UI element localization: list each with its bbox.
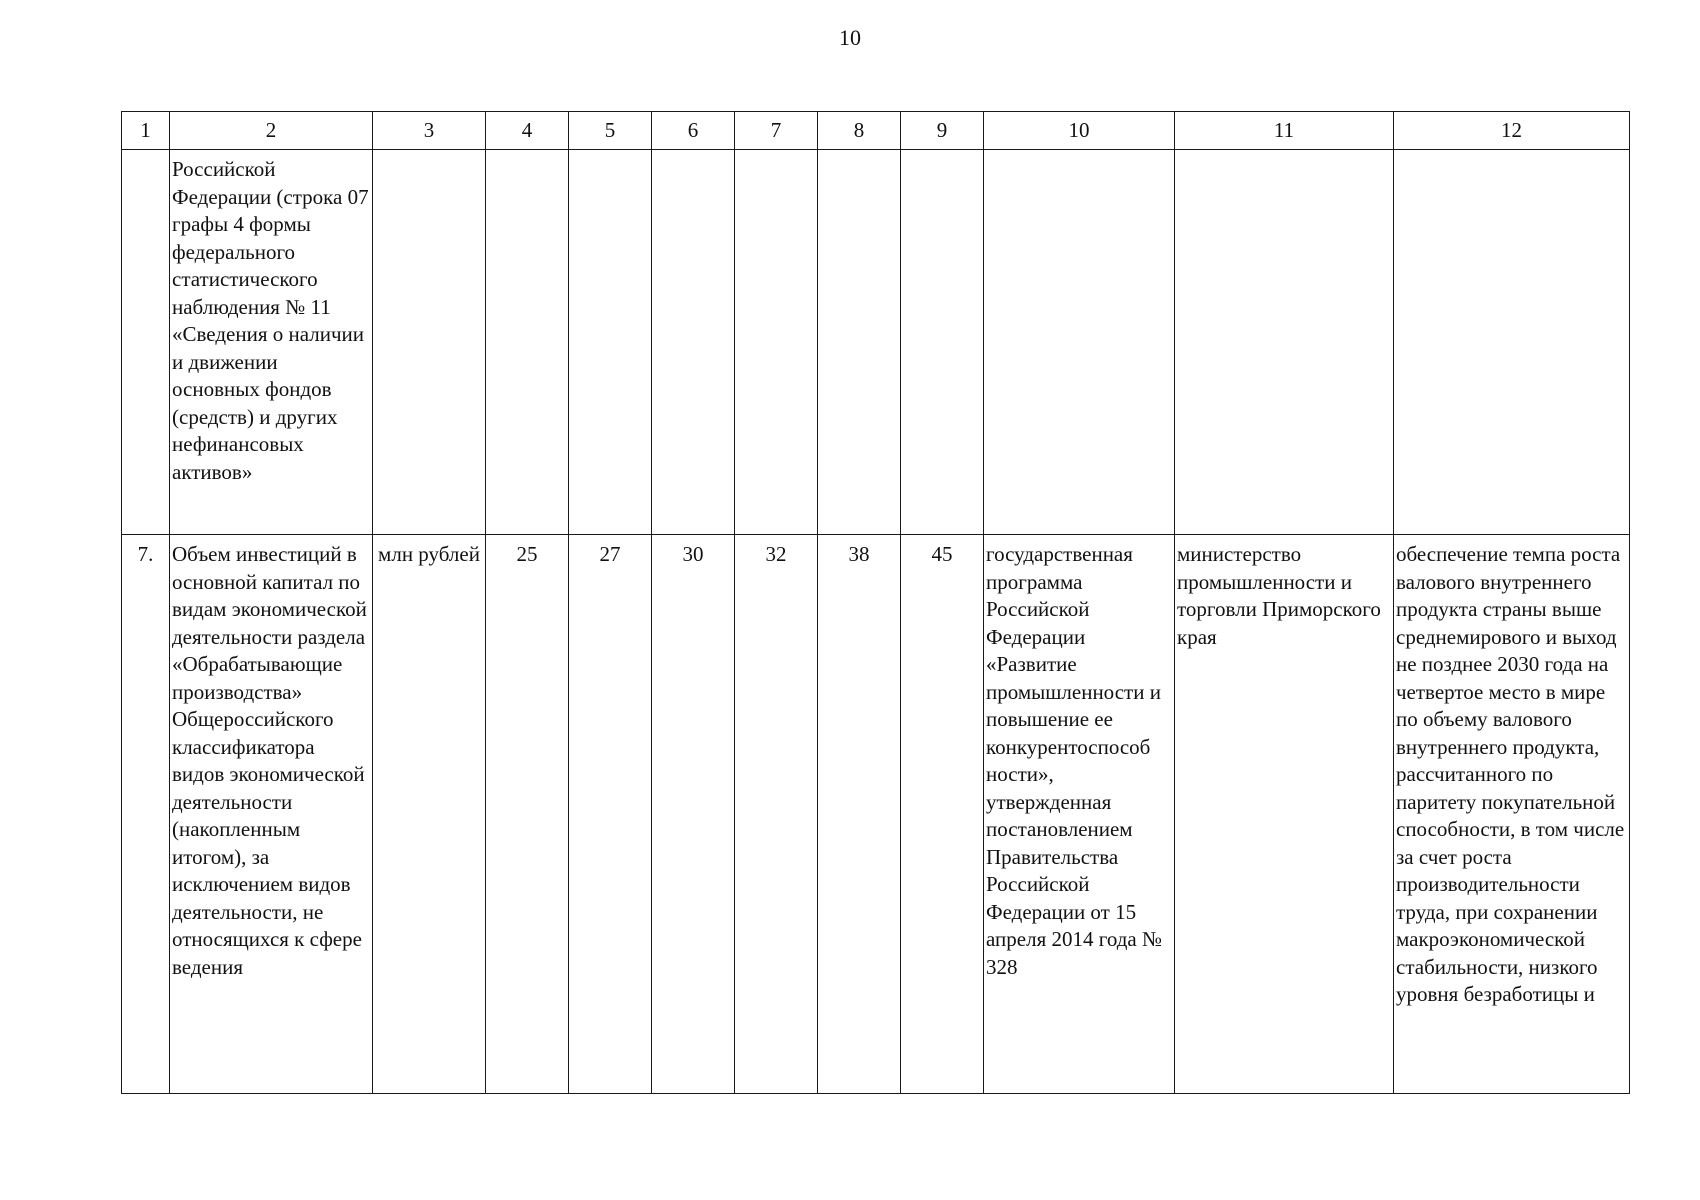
value-cell <box>735 150 818 535</box>
unit-cell <box>373 150 486 535</box>
value-cell: 38 <box>818 535 901 1094</box>
value-cell: 32 <box>735 535 818 1094</box>
column-header: 6 <box>652 112 735 150</box>
column-header: 4 <box>486 112 569 150</box>
goal-cell <box>1394 150 1630 535</box>
indicators-table <box>121 111 1630 1094</box>
column-header: 8 <box>818 112 901 150</box>
indicator-cell: Российской Федерации (строка 07 графы 4 формы федерального статистического наблюдения № 11 «Сведения о наличии и движении основных фондов (средств) и других нефинансовых активов» <box>170 150 373 535</box>
column-header: 1 <box>122 112 170 150</box>
value-cell: 30 <box>652 535 735 1094</box>
responsible-cell <box>1175 150 1394 535</box>
column-number-row <box>122 112 1630 150</box>
column-header: 10 <box>984 112 1175 150</box>
value-cell: 45 <box>901 535 984 1094</box>
column-header: 2 <box>170 112 373 150</box>
value-cell: 25 <box>486 535 569 1094</box>
row-number-cell: 7. <box>122 535 170 1094</box>
table-row <box>122 150 1630 535</box>
value-cell: 27 <box>569 535 652 1094</box>
column-header: 7 <box>735 112 818 150</box>
indicator-cell: Объем инвестиций в основной капитал по видам экономической деятельности раздела «Обрабатывающие производства» Общероссийского классификатора видов экономической деятельности (накопленным итогом), за исключением видов деятельности, не относящихся к сфере ведения <box>170 535 373 1094</box>
row-number-cell <box>122 150 170 535</box>
responsible-cell: министерство промышленности и торговли Приморского края <box>1175 535 1394 1094</box>
unit-cell: млн рублей <box>373 535 486 1094</box>
column-header: 5 <box>569 112 652 150</box>
goal-cell: обеспечение темпа роста валового внутреннего продукта страны выше среднемирового и выход не позднее 2030 года на четвертое место в мире по объему валового внутреннего продукта, рассчитанного по паритету покупательной способности, в том числе за счет роста производительности труда, при сохранении макроэкономической стабильности, низкого уровня безработицы и <box>1394 535 1630 1094</box>
value-cell <box>901 150 984 535</box>
table-row <box>122 535 1630 1094</box>
column-header: 11 <box>1175 112 1394 150</box>
value-cell <box>818 150 901 535</box>
column-header: 3 <box>373 112 486 150</box>
page-number: 10 <box>839 25 861 50</box>
program-cell: государственная программа Российской Федерации «Развитие промышленности и повышение ее конкурентоспособ ности», утвержденная постановлением Правительства Российской Федерации от 15 апреля 2014 года № 328 <box>984 535 1175 1094</box>
program-cell <box>984 150 1175 535</box>
column-header: 9 <box>901 112 984 150</box>
value-cell <box>486 150 569 535</box>
column-header: 12 <box>1394 112 1630 150</box>
value-cell <box>569 150 652 535</box>
value-cell <box>652 150 735 535</box>
